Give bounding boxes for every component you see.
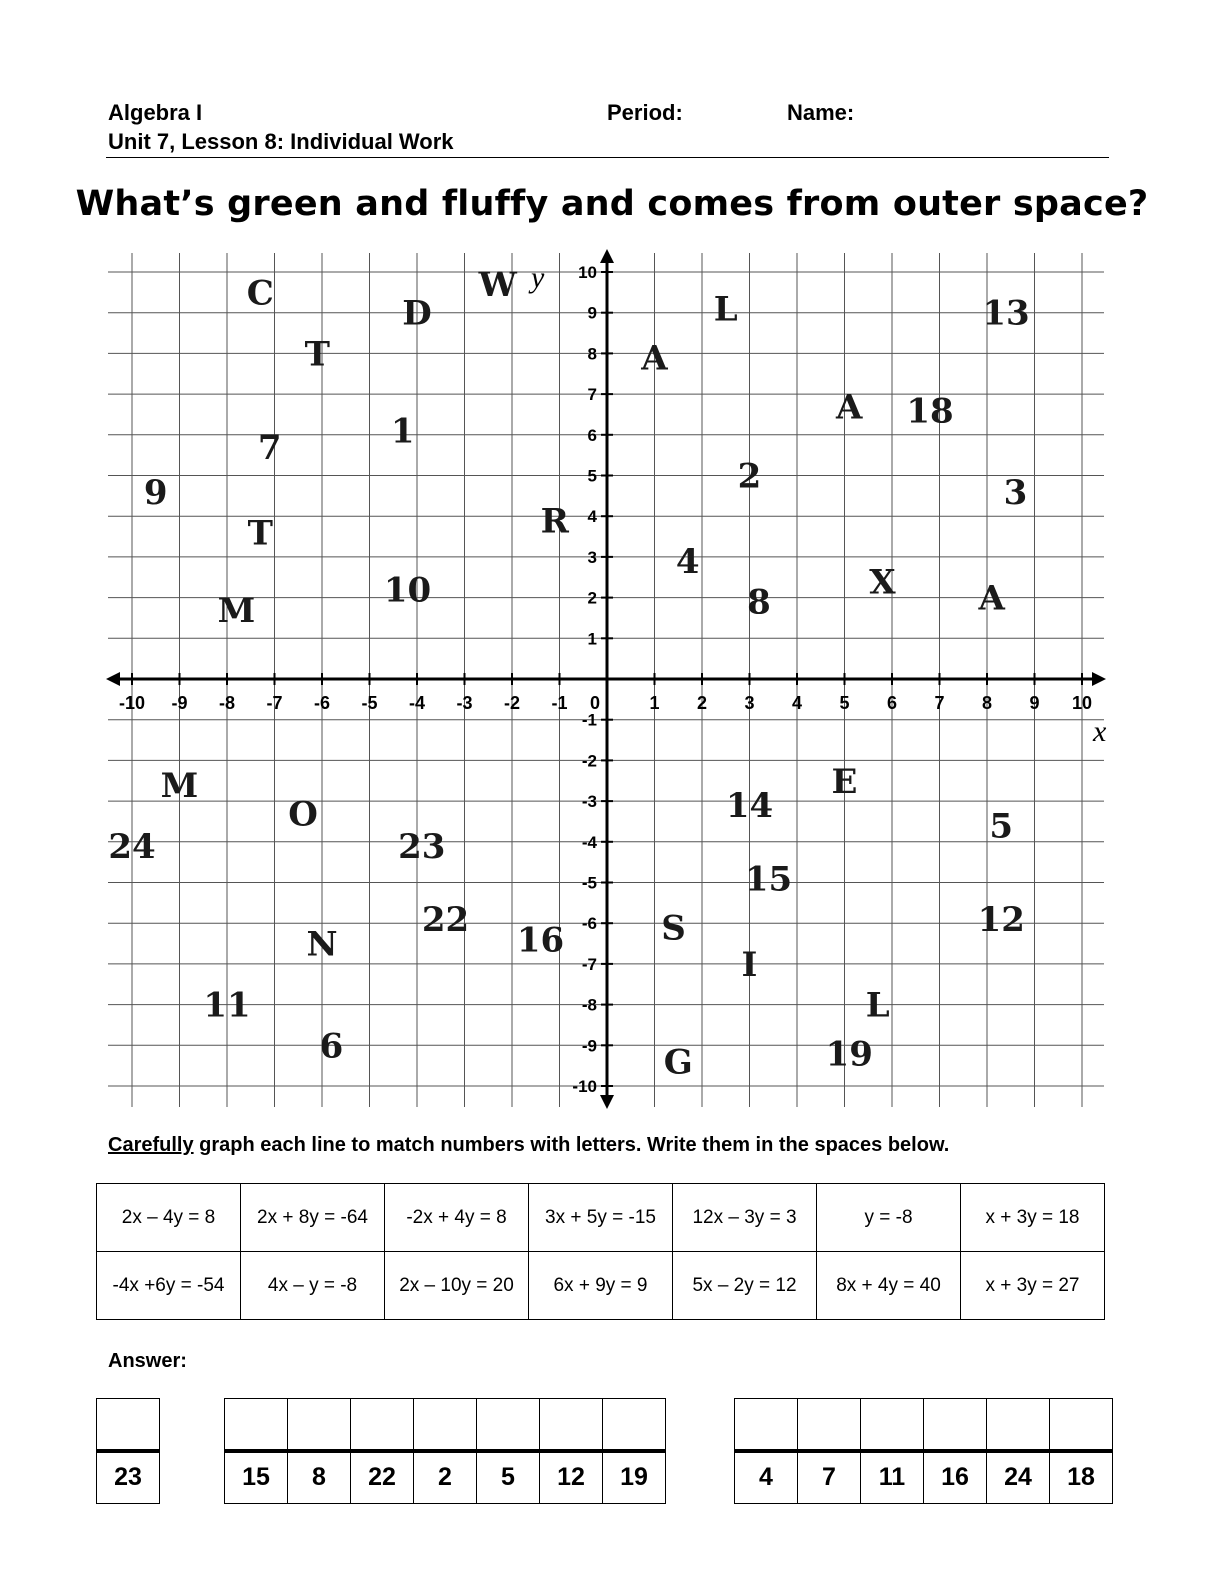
y-tick-label: -10 <box>572 1077 597 1096</box>
x-tick-label: -8 <box>218 693 236 713</box>
answer-blank-box[interactable] <box>225 1399 288 1451</box>
x-tick-label: 6 <box>886 693 898 713</box>
grid-letter-label: A <box>978 578 1005 619</box>
answer-number-row <box>735 1451 1113 1504</box>
equation-cell: 2x + 8y = -64 <box>241 1184 385 1252</box>
x-axis-arrow-right <box>1092 672 1106 686</box>
x-tick-label: -5 <box>361 693 378 713</box>
y-tick-label: 2 <box>587 588 597 608</box>
x-tick-label: -1 <box>551 693 568 713</box>
x-tick-label: -3 <box>456 693 473 713</box>
x-tick-label: 2 <box>696 693 708 713</box>
answer-number-cell: 23 <box>97 1451 160 1504</box>
answer-blank-row <box>97 1399 160 1451</box>
grid-letter-label: T <box>247 513 273 554</box>
instructions-emphasis: Carefully <box>108 1134 194 1156</box>
grid-number-label: 12 <box>977 900 1025 941</box>
equation-cell: y = -8 <box>817 1184 961 1252</box>
answer-blank-box[interactable] <box>924 1399 987 1451</box>
answer-blank-row <box>735 1399 1113 1451</box>
answer-number-row <box>225 1451 666 1504</box>
answer-number-cell: 8 <box>288 1451 351 1504</box>
y-tick-label: 7 <box>587 385 597 405</box>
grid-letter-label: C <box>246 273 274 314</box>
answer-label: Answer: <box>108 1350 187 1372</box>
grid-number-label: 8 <box>747 582 771 623</box>
answer-number-cell: 12 <box>540 1451 603 1504</box>
header-divider <box>106 157 1109 158</box>
x-tick-label: -4 <box>408 693 426 713</box>
x-tick-label: 10 <box>1071 693 1093 713</box>
answer-blank-box[interactable] <box>798 1399 861 1451</box>
equation-cell: 2x – 4y = 8 <box>97 1184 241 1252</box>
grid-letter-label: I <box>741 944 758 985</box>
equation-cell: -2x + 4y = 8 <box>385 1184 529 1252</box>
grid-number-label: 4 <box>675 541 700 582</box>
grid-number-label: 2 <box>737 456 762 497</box>
x-tick-label: 8 <box>981 693 993 713</box>
answer-blank-box[interactable] <box>735 1399 798 1451</box>
grid-letter-label: L <box>713 289 738 330</box>
grid-number-label: 6 <box>319 1026 344 1067</box>
equations-row <box>97 1252 1105 1320</box>
equation-cell: -4x +6y = -54 <box>97 1252 241 1320</box>
y-axis-arrow-down <box>600 1095 614 1109</box>
grid-letter-label: G <box>663 1042 693 1083</box>
answer-number-cell: 15 <box>225 1451 288 1504</box>
grid-number-label: 23 <box>398 826 446 867</box>
answer-blank-box[interactable] <box>861 1399 924 1451</box>
answer-blank-box[interactable] <box>477 1399 540 1451</box>
equation-cell: 3x + 5y = -15 <box>529 1184 673 1252</box>
puzzle-question: What’s green and fluffy and comes from outer space? <box>75 184 1149 224</box>
x-tick-label: 5 <box>839 693 850 713</box>
grid-number-label: 22 <box>421 900 470 941</box>
answer-number-cell: 4 <box>735 1451 798 1504</box>
grid-letter-label: D <box>402 293 432 334</box>
y-axis-label: y <box>531 261 545 294</box>
period-label: Period: <box>607 100 683 125</box>
x-tick-label: 7 <box>934 693 945 713</box>
grid-number-label: 14 <box>725 786 774 827</box>
y-axis-arrow-up <box>600 249 614 263</box>
x-axis-arrow-left <box>106 672 120 686</box>
equation-cell: 5x – 2y = 12 <box>673 1252 817 1320</box>
answer-number-cell: 5 <box>477 1451 540 1504</box>
answer-group-1 <box>96 1398 160 1504</box>
equation-cell: 2x – 10y = 20 <box>385 1252 529 1320</box>
equations-row <box>97 1184 1105 1252</box>
answer-group-2 <box>224 1398 666 1504</box>
y-tick-label: 3 <box>587 547 597 567</box>
x-axis-label: x <box>1093 715 1107 748</box>
y-tick-label: 6 <box>587 425 597 445</box>
coordinate-grid <box>100 245 1112 1113</box>
answer-blank-box[interactable] <box>1050 1399 1113 1451</box>
y-tick-label: -7 <box>581 954 597 974</box>
grid-number-label: 19 <box>825 1034 873 1075</box>
answer-blank-box[interactable] <box>414 1399 477 1451</box>
grid-letter-label: W <box>478 265 517 306</box>
y-tick-label: -2 <box>581 751 597 771</box>
x-tick-label: -6 <box>313 693 331 713</box>
equation-cell: 6x + 9y = 9 <box>529 1252 673 1320</box>
y-tick-label: -9 <box>581 1036 597 1056</box>
lesson-title: Unit 7, Lesson 8: Individual Work <box>108 129 454 154</box>
grid-number-label: 18 <box>906 391 954 432</box>
x-tick-label: 9 <box>1029 693 1040 713</box>
grid-number-label: 1 <box>390 411 415 452</box>
y-tick-label: 9 <box>587 303 597 323</box>
y-tick-label: -8 <box>581 995 597 1015</box>
grid-number-label: 7 <box>257 428 282 469</box>
x-tick-label: 0 <box>589 693 601 713</box>
y-tick-label: -1 <box>581 710 597 730</box>
equations-table <box>96 1183 1105 1320</box>
answer-number-cell: 19 <box>603 1451 666 1504</box>
answer-number-row <box>97 1451 160 1504</box>
y-tick-label: 8 <box>587 344 597 364</box>
y-tick-label: -4 <box>581 832 597 852</box>
grid-letter-label: E <box>831 761 858 802</box>
grid-letter-label: A <box>836 387 863 428</box>
grid-letter-label: R <box>540 501 569 542</box>
grid-letter-label: S <box>661 908 686 949</box>
y-tick-label: 5 <box>587 466 597 486</box>
answer-blank-box[interactable] <box>987 1399 1050 1451</box>
answer-number-cell: 22 <box>351 1451 414 1504</box>
grid-letter-label: N <box>306 924 338 965</box>
y-tick-label: -5 <box>581 873 597 893</box>
answer-blank-box[interactable] <box>351 1399 414 1451</box>
grid-number-label: 5 <box>989 806 1014 847</box>
grid-letter-label: M <box>160 765 199 806</box>
course-title: Algebra I <box>108 100 203 125</box>
grid-number-label: 10 <box>383 570 432 611</box>
y-tick-label: -3 <box>581 792 597 812</box>
equation-cell: 4x – y = -8 <box>241 1252 385 1320</box>
grid-number-label: 9 <box>143 472 168 513</box>
instructions-text: graph each line to match numbers with letters. Write them in the spaces below. <box>193 1134 950 1156</box>
equation-cell: 12x – 3y = 3 <box>673 1184 817 1252</box>
y-tick-label: 4 <box>587 507 597 527</box>
y-tick-label: -6 <box>581 914 597 934</box>
answer-blank-box[interactable] <box>603 1399 666 1451</box>
grid-letter-label: A <box>641 338 668 379</box>
grid-number-label: 24 <box>108 826 156 867</box>
equation-cell: x + 3y = 27 <box>961 1252 1105 1320</box>
grid-letter-label: O <box>288 794 318 835</box>
answer-blank-box[interactable] <box>97 1399 160 1451</box>
answer-blank-row <box>225 1399 666 1451</box>
x-tick-label: -2 <box>503 693 521 713</box>
x-tick-label: 3 <box>744 693 755 713</box>
y-tick-label: 1 <box>587 629 597 649</box>
grid-letter-label: L <box>865 985 890 1026</box>
equation-cell: x + 3y = 18 <box>961 1184 1105 1252</box>
answer-number-cell: 7 <box>798 1451 861 1504</box>
answer-blank-box[interactable] <box>540 1399 603 1451</box>
answer-group-3 <box>734 1398 1113 1504</box>
x-tick-label: 1 <box>649 693 660 713</box>
grid-letter-label: M <box>217 590 256 631</box>
instructions <box>108 1134 949 1157</box>
x-tick-label: -10 <box>118 693 146 713</box>
name-label: Name: <box>787 100 855 125</box>
answer-blank-box[interactable] <box>288 1399 351 1451</box>
grid-number-label: 15 <box>744 859 793 900</box>
answer-number-cell: 2 <box>414 1451 477 1504</box>
answer-number-cell: 16 <box>924 1451 987 1504</box>
grid-number-label: 11 <box>203 985 251 1026</box>
x-tick-label: 4 <box>791 693 803 713</box>
grid-number-label: 3 <box>1003 472 1028 513</box>
grid-number-label: 13 <box>982 293 1030 334</box>
y-tick-label: 10 <box>578 263 597 282</box>
equation-cell: 8x + 4y = 40 <box>817 1252 961 1320</box>
answer-number-cell: 24 <box>987 1451 1050 1504</box>
answer-number-cell: 18 <box>1050 1451 1113 1504</box>
grid-number-label: 16 <box>516 920 565 961</box>
x-tick-label: -9 <box>171 693 188 713</box>
grid-letter-label: X <box>869 562 896 603</box>
x-tick-label: -7 <box>266 693 283 713</box>
grid-letter-label: T <box>304 334 330 375</box>
answer-number-cell: 11 <box>861 1451 924 1504</box>
